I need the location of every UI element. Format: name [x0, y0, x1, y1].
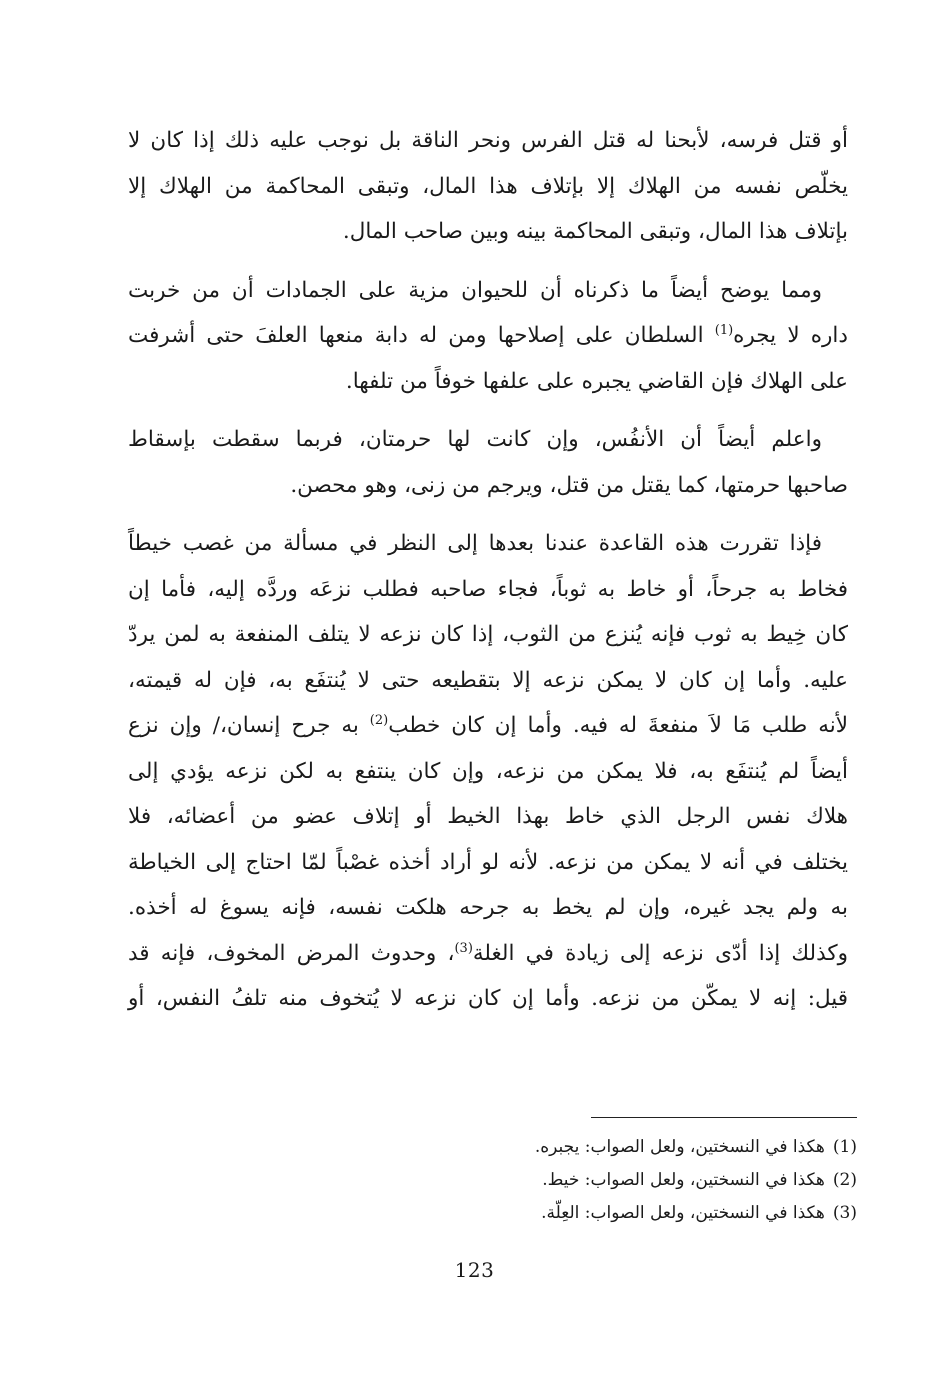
text-line: ومما يوضح أيضاً ما ذكرناه أن للحيوان مزية على الجمادات أن من خربت	[128, 277, 822, 303]
footnote-divider	[591, 1117, 857, 1118]
text-segment: به جرح إنسان،/ وإن نزع	[128, 713, 359, 738]
paragraph-3	[128, 417, 848, 508]
text-line: واعلم أيضاً أن الأنفُس، وإن كانت لها حرمتان، فربما سقطت بإسقاط	[128, 427, 822, 452]
text-line: أيضاً لم يُنتفَع به، فلا يمكن من نزعه، وإن كان ينتفع به لكن نزعه يؤدي إلى	[128, 758, 848, 784]
footnote-2	[437, 1164, 857, 1197]
footnotes	[437, 1131, 857, 1230]
text-line: يخلّص نفسه من الهلاك إلا بإتلاف هذا المال، وتبقى المحاكمة من الهلاك إلا	[128, 173, 848, 199]
text-segment: ، وحدوث المرض المخوف، فإنه قد	[128, 940, 455, 966]
text-line: فخاط به جرحاً، أو خاط به ثوباً، فجاء صاحبه فطلب نزعَه وردَّه إليه، فأما إن	[128, 576, 848, 602]
text-line: عليه. وأما إن كان لا يمكن نزعه إلا بتقطيعه حتى لا يُنتفَع به، فإن له قيمته،	[128, 667, 848, 693]
text-line	[128, 313, 848, 359]
text-line: على الهلاك فإن القاضي يجبره على علفها خوفاً من تلفها.	[345, 368, 848, 394]
paragraph-1	[128, 118, 848, 255]
paragraph-2	[128, 268, 848, 405]
footnote-reference-2[interactable]: (2)	[369, 712, 389, 728]
text-line: يختلف في أنه لا يمكن من نزعه. لأنه لو أراد أخذه غصْباً لمّا احتاج إلى الخياطة	[128, 849, 848, 875]
footnote-reference-3[interactable]: (3)	[454, 940, 473, 956]
footnote-number: (3)	[832, 1203, 857, 1223]
footnote-1	[437, 1131, 857, 1164]
main-text	[128, 118, 848, 1022]
paragraph-4	[128, 521, 848, 1022]
footnote-3	[437, 1197, 857, 1230]
footnote-text: هكذا في النسختين، ولعل الصواب: يجبره.	[534, 1137, 825, 1157]
text-segment: داره لا يجره	[733, 323, 848, 348]
text-line: هلاك نفس الرجل الذي خاط بهذا الخيط أو إتلاف عضو من أعضائه، فلا	[128, 804, 848, 829]
text-segment: وكذلك إذا أدّى نزعه إلى زيادة في الغلة	[472, 940, 849, 966]
footnote-reference-1[interactable]: (1)	[714, 322, 734, 338]
footnote-number: (2)	[832, 1170, 857, 1190]
text-line	[128, 931, 848, 977]
text-line: به ولم يجد غيره، وإن لم يخط به جرحه هلكت نفسه، فإنه يسوغ له أخذه.	[128, 895, 848, 920]
text-line: فإذا تقررت هذه القاعدة عندنا بعدها إلى النظر في مسألة من غصب خيطاً	[128, 531, 822, 556]
text-line: صاحبها حرمتها، كما يقتل من قتل، ويرجم من زنى، وهو محصن.	[290, 472, 848, 498]
text-line: كان خِيط به ثوب فإنه يُنزع من الثوب، إذا كان نزعه لا يتلف المنفعة به لمن يردّ	[128, 622, 848, 647]
footnote-text: هكذا في النسختين، ولعل الصواب: العِلّة.	[541, 1203, 825, 1223]
page-number: 123	[454, 1258, 495, 1282]
text-line: بإتلاف هذا المال، وتبقى المحاكمة بينه وبين صاحب المال.	[342, 219, 848, 244]
footnote-number: (1)	[832, 1137, 857, 1157]
footnote-text: هكذا في النسختين، ولعل الصواب: خيط.	[542, 1170, 825, 1190]
text-segment: لأنه طلب مَا لاَ منفعةَ له فيه. وأما إن كان خطب	[388, 713, 848, 738]
text-line	[128, 703, 848, 749]
text-line: أو قتل فرسه، لأبحنا له قتل الفرس ونحر الناقة بل نوجب عليه ذلك إذا كان لا	[128, 128, 848, 153]
text-segment: السلطان على إصلاحها ومن له دابة منعها العلفَ حتى أشرفت	[128, 323, 704, 348]
text-line: قيل: إنه لا يمكّن من نزعه. وأما إن كان نزعه لا يُتخوف منه تلفُ النفس، أو	[128, 986, 848, 1011]
